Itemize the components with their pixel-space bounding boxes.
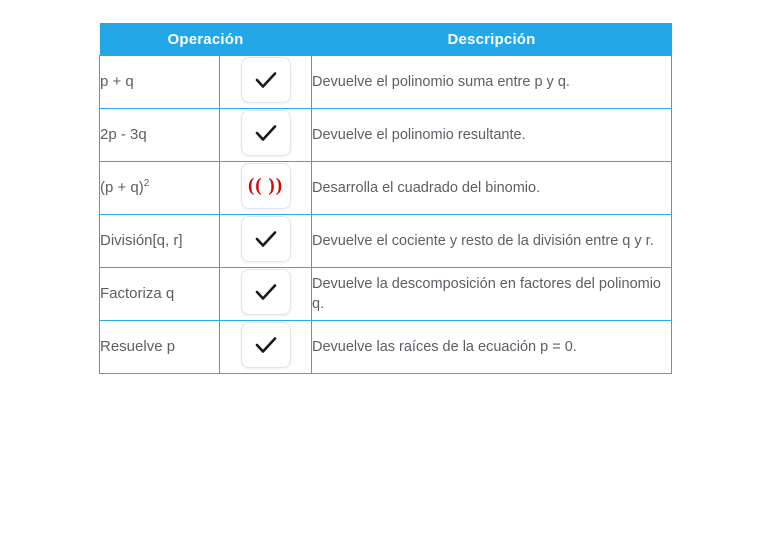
table-header bbox=[100, 23, 672, 56]
table-row bbox=[100, 162, 672, 215]
check-icon bbox=[242, 217, 290, 261]
icon-container bbox=[241, 322, 291, 368]
cell-operation bbox=[100, 321, 220, 374]
operation-label: (p + q) bbox=[100, 179, 144, 197]
check-icon bbox=[242, 323, 290, 367]
operation-label: Resuelve p bbox=[100, 337, 176, 355]
cell-description: Devuelve el polinomio suma entre p y q. bbox=[312, 56, 672, 109]
cell-icon bbox=[220, 321, 312, 374]
cell-description: Devuelve la descomposición en factores del polinomio q. bbox=[312, 268, 672, 321]
table-row bbox=[100, 56, 672, 109]
cell-operation bbox=[100, 162, 220, 215]
operation-label: p + q bbox=[100, 72, 134, 90]
icon-container bbox=[241, 110, 291, 156]
cell-operation bbox=[100, 215, 220, 268]
check-icon bbox=[242, 111, 290, 155]
cell-description: Devuelve las raíces de la ecuación p = 0. bbox=[312, 321, 672, 374]
parentheses-icon-label: (( )) bbox=[247, 174, 284, 196]
operations-table-wrapper bbox=[99, 23, 671, 374]
parentheses-icon bbox=[242, 164, 290, 208]
cell-icon bbox=[220, 109, 312, 162]
table-header-row bbox=[100, 23, 672, 56]
cell-operation bbox=[100, 268, 220, 321]
icon-container bbox=[241, 57, 291, 103]
operation-label: Factoriza q bbox=[100, 284, 175, 302]
cell-icon bbox=[220, 162, 312, 215]
cell-operation bbox=[100, 56, 220, 109]
cell-icon bbox=[220, 215, 312, 268]
icon-container bbox=[241, 163, 291, 209]
table-row bbox=[100, 321, 672, 374]
cell-operation bbox=[100, 109, 220, 162]
cell-icon bbox=[220, 268, 312, 321]
column-header-operation: Operación bbox=[100, 23, 312, 56]
icon-container bbox=[241, 216, 291, 262]
table-row bbox=[100, 109, 672, 162]
check-icon bbox=[242, 270, 290, 314]
operation-exponent: 2 bbox=[143, 178, 150, 190]
cell-icon bbox=[220, 56, 312, 109]
table-row bbox=[100, 215, 672, 268]
cell-description: Devuelve el polinomio resultante. bbox=[312, 109, 672, 162]
table-body bbox=[100, 56, 672, 374]
icon-container bbox=[241, 269, 291, 315]
operation-label: División[q, r] bbox=[100, 231, 183, 249]
operation-label: 2p - 3q bbox=[100, 125, 147, 143]
operations-table bbox=[99, 23, 672, 374]
cell-description: Devuelve el cociente y resto de la división entre q y r. bbox=[312, 215, 672, 268]
table-row bbox=[100, 268, 672, 321]
cell-description: Desarrolla el cuadrado del binomio. bbox=[312, 162, 672, 215]
check-icon bbox=[242, 58, 290, 102]
column-header-description: Descripción bbox=[312, 23, 672, 56]
